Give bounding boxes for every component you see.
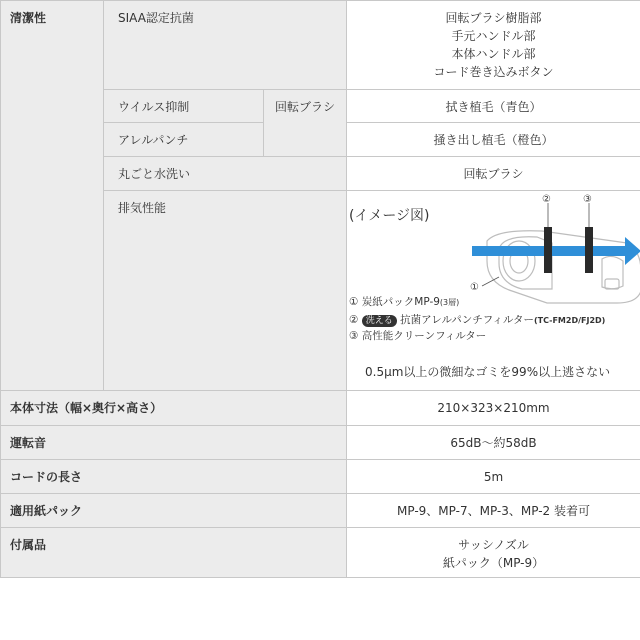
marker-1-leader <box>482 277 499 286</box>
accessory-line: サッシノズル <box>458 538 529 552</box>
paper-pack-label: 適用紙パック <box>1 494 347 528</box>
legend-3-num: ③ <box>349 330 359 342</box>
row-accessories <box>1 528 640 578</box>
row-noise <box>1 426 640 460</box>
washable-badge: 洗える <box>362 315 397 327</box>
virus-label: ウイルス抑制 <box>104 90 264 123</box>
legend-1-text: 炭紙パックMP-9 <box>361 296 440 308</box>
image-title: (イメージ図) <box>349 208 430 224</box>
siaa-value-line: 手元ハンドル部 <box>451 29 536 43</box>
accessory-line: 紙パック（MP-9） <box>442 556 545 570</box>
legend-3-text: 高性能クリーンフィルター <box>361 330 487 342</box>
allergen-label: アレルパンチ <box>104 123 264 157</box>
legend-item-3 <box>349 329 486 343</box>
washable-value: 回転ブラシ <box>347 157 640 191</box>
dimensions-label: 本体寸法（幅×奥行×高さ） <box>1 391 347 426</box>
siaa-value-line: コード巻き込みボタン <box>433 65 554 79</box>
legend-2-text: 抗菌アレルパンチフィルター <box>400 314 534 326</box>
exhaust-image-cell <box>347 191 640 391</box>
noise-label: 運転音 <box>1 426 347 460</box>
siaa-label: SIAA認定抗菌 <box>104 1 347 90</box>
row-paper-pack <box>1 494 640 528</box>
exhaust-label: 排気性能 <box>104 191 347 391</box>
accessories-value <box>347 528 640 578</box>
legend-item-1 <box>349 295 459 310</box>
row-siaa <box>1 1 640 90</box>
legend-item-2 <box>349 313 605 328</box>
legend-1-num: ① <box>349 296 359 308</box>
marker-1-label: ① <box>470 282 479 293</box>
filter-3-bar <box>585 227 593 273</box>
paper-pack-value: MP-9、MP-7、MP-3、MP-2 装着可 <box>347 494 640 528</box>
filter-2-bar <box>544 227 552 273</box>
siaa-value <box>347 1 640 90</box>
vacuum-body-outline <box>487 231 640 303</box>
brush-group-label: 回転ブラシ <box>264 90 347 157</box>
vacuum-latch <box>605 279 619 289</box>
virus-value: 拭き植毛（青色） <box>347 90 640 123</box>
cord-value: 5m <box>347 460 640 494</box>
siaa-value-line: 本体ハンドル部 <box>451 47 536 61</box>
legend-2-model: (TC-FM2D/FJ2D) <box>533 316 606 325</box>
accessories-label: 付属品 <box>1 528 347 578</box>
noise-value: 65dB～約58dB <box>347 426 640 460</box>
washable-label: 丸ごと水洗い <box>104 157 347 191</box>
row-cord <box>1 460 640 494</box>
marker-2-label: ② <box>542 194 551 205</box>
vacuum-illustration <box>347 191 640 391</box>
legend-1-note: (3層) <box>439 298 460 307</box>
row-dimensions <box>1 391 640 426</box>
cord-label: コードの長さ <box>1 460 347 494</box>
cleanliness-label: 清潔性 <box>1 1 104 391</box>
marker-3-label: ③ <box>583 194 592 205</box>
legend-2-num: ② <box>349 314 359 326</box>
siaa-value-line: 回転ブラシ樹脂部 <box>445 11 542 25</box>
allergen-value: 掻き出し植毛（橙色） <box>347 123 640 157</box>
exhaust-note: 0.5μm以上の微細なゴミを99%以上逃さない <box>365 365 611 379</box>
dimensions-value: 210×323×210mm <box>347 391 640 426</box>
